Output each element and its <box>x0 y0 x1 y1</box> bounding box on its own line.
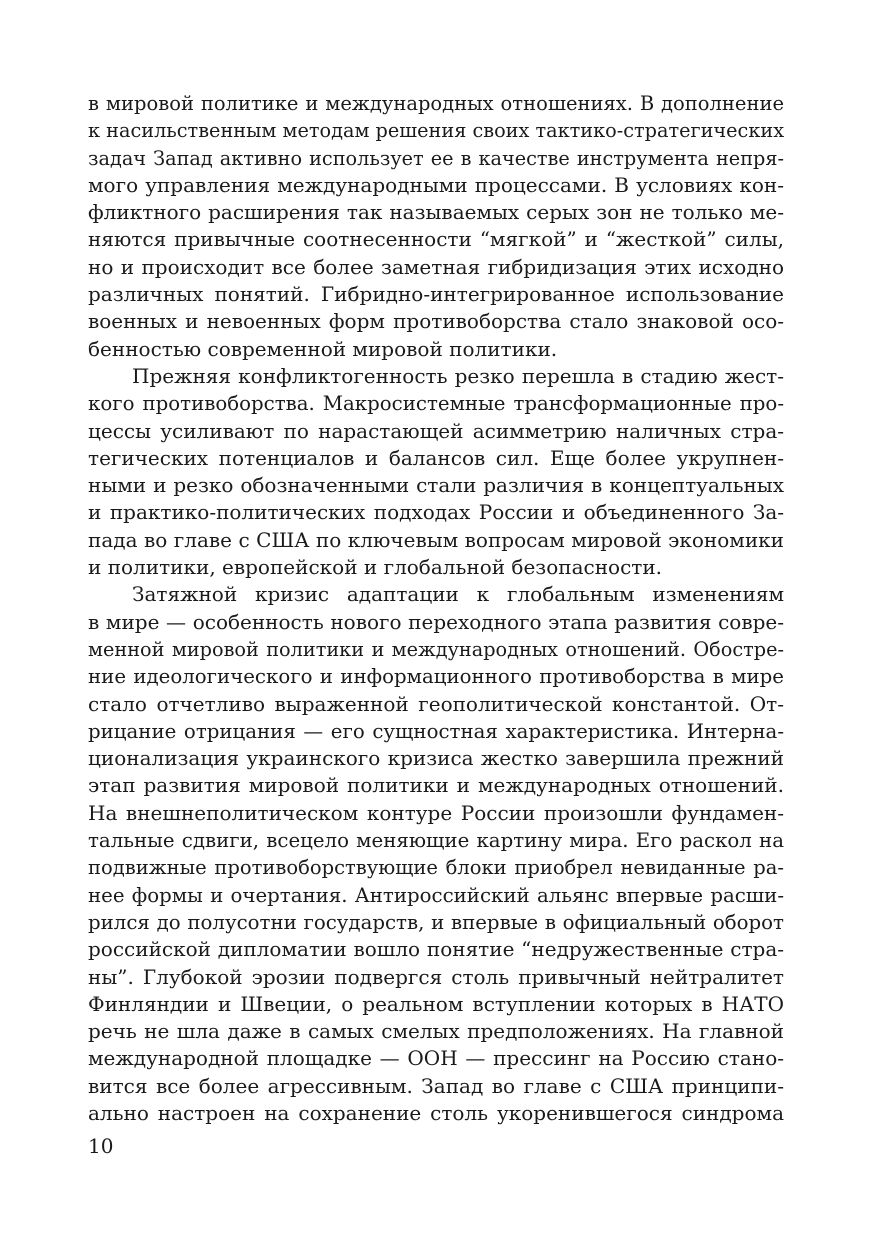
text-line: рился до полусотни государств, и впервые в официальный оборот <box>88 910 784 934</box>
paragraph-1 <box>88 90 784 363</box>
text-line: ние идеологического и информационного противоборства в мире <box>88 665 784 689</box>
text-line: ны”. Глубокой эрозии подвергся столь привычный нейтралитет <box>88 964 784 989</box>
text-line: На внешнеполитическом контуре России произошли фундамен- <box>88 800 784 825</box>
text-line: вится все более агрессивным. Запад во главе с США принципи- <box>88 1073 784 1098</box>
page-body <box>88 90 784 1127</box>
text-line: Затяжной кризис адаптации к глобальным изменениям <box>132 582 784 607</box>
text-line: различных понятий. Гибридно-интегрированное использование <box>88 282 784 307</box>
text-line: ально настроен на сохранение столь укоренившегося синдрома <box>88 1100 784 1125</box>
text-line: в мире — особенность нового переходного этапа развития совре- <box>88 609 784 634</box>
text-line: подвижные противоборствующие блоки приобрел невиданные ра- <box>88 856 784 880</box>
text-line: пада во главе с США по ключевым вопросам мировой экономики <box>88 527 784 552</box>
text-line: тегических потенциалов и балансов сил. Еще более укрупнен- <box>88 445 784 470</box>
text-line: рицание отрицания — его сущностная характеристика. Интерна- <box>88 719 784 743</box>
text-line: ными и резко обозначенными стали различия в концептуальных <box>88 473 784 498</box>
text-line: в мировой политике и международных отношениях. В дополнение <box>88 92 784 115</box>
text-line: тальные сдвиги, всецело меняющие картину мира. Его раскол на <box>88 829 784 853</box>
text-line: этап развития мировой политики и международных отношений. <box>88 773 784 798</box>
text-line: задач Запад активно использует ее в качестве инструмента непря- <box>88 146 784 170</box>
text-line: нее формы и очертания. Антироссийский альянс впервые расши- <box>88 883 784 907</box>
text-line: Прежняя конфликтогенность резко перешла в стадию жест- <box>132 363 784 388</box>
paragraph-2 <box>88 363 784 581</box>
page-number: 10 <box>88 1134 114 1158</box>
text-line: фликтного расширения так называемых серых зон не только ме- <box>88 200 784 225</box>
text-line: стало отчетливо выраженной геополитической константой. От- <box>88 691 784 716</box>
text-line: военных и невоенных форм противоборства стало знаковой осо- <box>88 309 784 334</box>
text-line: менной мировой политики и международных отношений. Обостре- <box>88 637 784 661</box>
text-line: и политики, европейской и глобальной безопасности. <box>88 555 663 580</box>
text-line: цессы усиливают по нарастающей асимметрию наличных стра- <box>88 418 784 443</box>
text-line: бенностью современной мировой политики. <box>88 336 558 361</box>
text-line: но и происходит все более заметная гибридизация этих исходно <box>88 254 784 279</box>
text-line: и практико-политических подходах России и объединенного За- <box>88 500 784 525</box>
text-line: ционализация украинского кризиса жестко завершила прежний <box>88 746 784 771</box>
text-line: Финляндии и Швеции, о реальном вступлении которых в НАТО <box>88 991 784 1016</box>
text-line: кого противоборства. Макросистемные трансформационные про- <box>88 392 784 416</box>
text-line: няются привычные соотнесенности “мягкой” и “жесткой” силы, <box>88 227 784 252</box>
text-line: речь не шла даже в самых смелых предположениях. На главной <box>88 1019 784 1044</box>
text-line: международной площадке — ООН — прессинг на Россию стано- <box>88 1046 784 1071</box>
text-line: к насильственным методам решения своих тактико-стратегических <box>88 119 785 143</box>
text-line: российской дипломатии вошло понятие “недружественные стра- <box>88 937 784 962</box>
text-line: мого управления международными процессами. В условиях кон- <box>88 172 784 197</box>
paragraph-3 <box>88 581 784 1127</box>
